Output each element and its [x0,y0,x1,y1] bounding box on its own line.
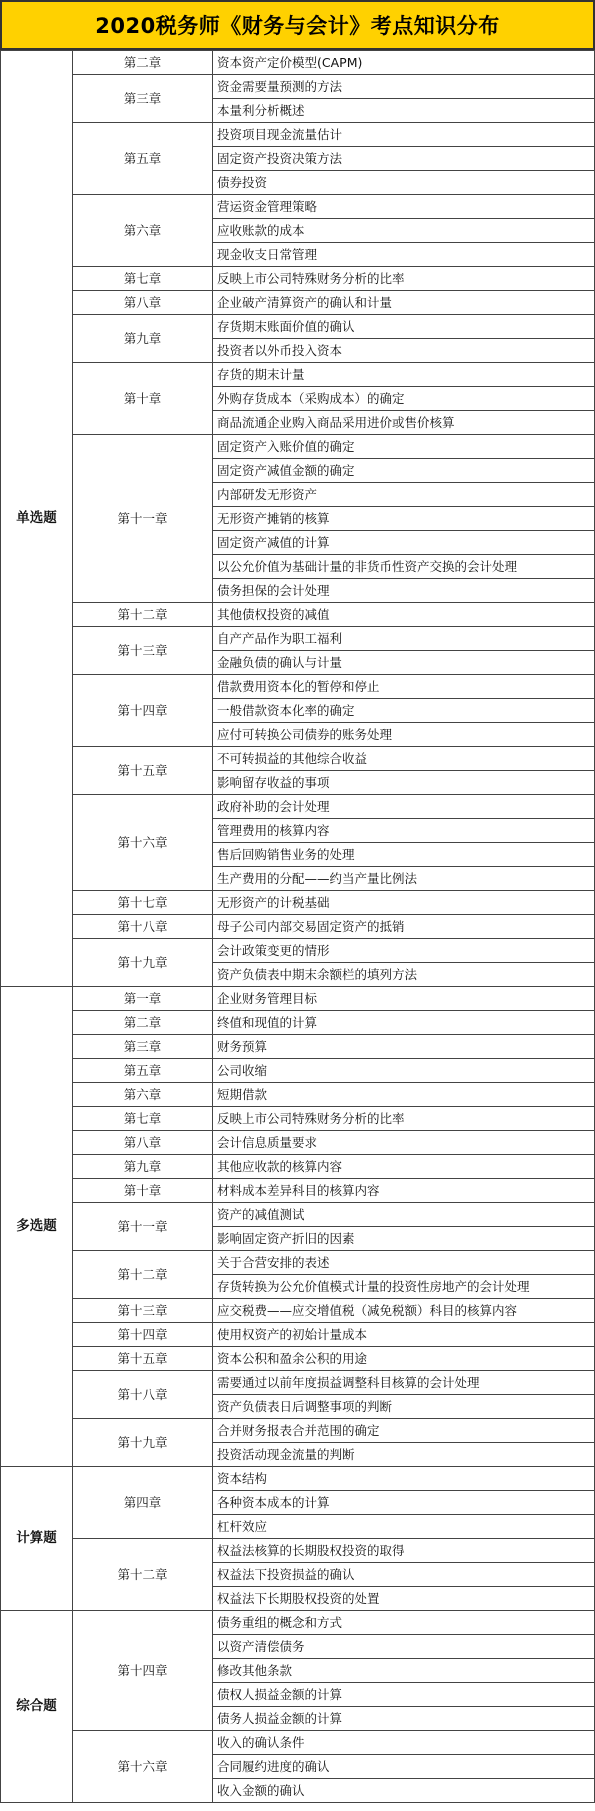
table-row [1,603,595,627]
knowledge-point-cell: 生产费用的分配——约当产量比例法 [213,867,595,891]
knowledge-point-cell: 应付可转换公司债券的账务处理 [213,723,595,747]
chapter-cell: 第十一章 [73,1203,213,1251]
knowledge-point-cell: 会计政策变更的情形 [213,939,595,963]
knowledge-point-cell: 企业财务管理目标 [213,987,595,1011]
knowledge-point-cell: 其他应收款的核算内容 [213,1155,595,1179]
knowledge-point-cell: 各种资本成本的计算 [213,1491,595,1515]
knowledge-point-cell: 固定资产入账价值的确定 [213,435,595,459]
knowledge-point-cell: 应收账款的成本 [213,219,595,243]
question-type-cell: 单选题 [1,51,73,987]
knowledge-point-cell: 债券投资 [213,171,595,195]
chapter-cell: 第四章 [73,1467,213,1539]
chapter-cell: 第十三章 [73,1299,213,1323]
table-row [1,1131,595,1155]
table-row [1,1467,595,1491]
knowledge-point-cell: 管理费用的核算内容 [213,819,595,843]
question-type-cell: 多选题 [1,987,73,1467]
knowledge-point-cell: 商品流通企业购入商品采用进价或售价核算 [213,411,595,435]
chapter-cell: 第二章 [73,1011,213,1035]
knowledge-point-cell: 会计信息质量要求 [213,1131,595,1155]
knowledge-point-cell: 自产产品作为职工福利 [213,627,595,651]
knowledge-point-cell: 固定资产减值的计算 [213,531,595,555]
table-row [1,675,595,699]
knowledge-point-cell: 杠杆效应 [213,1515,595,1539]
knowledge-point-cell: 债务人损益金额的计算 [213,1707,595,1731]
knowledge-point-cell: 资产负债表中期末余额栏的填列方法 [213,963,595,987]
knowledge-point-cell: 固定资产投资决策方法 [213,147,595,171]
table-row [1,627,595,651]
knowledge-point-cell: 反映上市公司特殊财务分析的比率 [213,1107,595,1131]
knowledge-point-cell: 资产负债表日后调整事项的判断 [213,1395,595,1419]
table-row [1,75,595,99]
chapter-cell: 第十六章 [73,1731,213,1803]
knowledge-point-cell: 借款费用资本化的暂停和停止 [213,675,595,699]
knowledge-point-cell: 反映上市公司特殊财务分析的比率 [213,267,595,291]
knowledge-point-cell: 企业破产清算资产的确认和计量 [213,291,595,315]
knowledge-point-cell: 售后回购销售业务的处理 [213,843,595,867]
knowledge-point-cell: 影响留存收益的事项 [213,771,595,795]
table-row [1,435,595,459]
knowledge-point-cell: 合同履约进度的确认 [213,1755,595,1779]
table-row [1,1539,595,1563]
knowledge-point-cell: 收入的确认条件 [213,1731,595,1755]
knowledge-point-cell: 合并财务报表合并范围的确定 [213,1419,595,1443]
chapter-cell: 第九章 [73,1155,213,1179]
table-row [1,1323,595,1347]
knowledge-table [0,50,595,1803]
table-row [1,1059,595,1083]
knowledge-point-cell: 外购存货成本（采购成本）的确定 [213,387,595,411]
knowledge-point-cell: 固定资产减值金额的确定 [213,459,595,483]
table-row [1,1251,595,1275]
table-row [1,1419,595,1443]
table-row [1,1083,595,1107]
table-row [1,1035,595,1059]
knowledge-point-cell: 无形资产的计税基础 [213,891,595,915]
table-row [1,195,595,219]
chapter-cell: 第一章 [73,987,213,1011]
knowledge-point-cell: 应交税费——应交增值税（减免税额）科目的核算内容 [213,1299,595,1323]
knowledge-point-cell: 权益法下长期股权投资的处置 [213,1587,595,1611]
chapter-cell: 第六章 [73,1083,213,1107]
chapter-cell: 第八章 [73,291,213,315]
knowledge-point-cell: 资本资产定价模型(CAPM) [213,51,595,75]
knowledge-point-cell: 使用权资产的初始计量成本 [213,1323,595,1347]
chapter-cell: 第十五章 [73,747,213,795]
knowledge-point-cell: 一般借款资本化率的确定 [213,699,595,723]
table-row [1,123,595,147]
table-row [1,1203,595,1227]
chapter-cell: 第三章 [73,1035,213,1059]
table-row [1,1731,595,1755]
table-row [1,795,595,819]
knowledge-point-cell: 需要通过以前年度损益调整科目核算的会计处理 [213,1371,595,1395]
knowledge-point-cell: 终值和现值的计算 [213,1011,595,1035]
knowledge-point-cell: 公司收缩 [213,1059,595,1083]
table-row [1,291,595,315]
page-title: 2020税务师《财务与会计》考点知识分布 [0,0,595,50]
table-row [1,1299,595,1323]
knowledge-point-cell: 本量利分析概述 [213,99,595,123]
chapter-cell: 第三章 [73,75,213,123]
question-type-cell: 计算题 [1,1467,73,1611]
chapter-cell: 第十九章 [73,939,213,987]
table-row [1,1011,595,1035]
knowledge-point-cell: 政府补助的会计处理 [213,795,595,819]
table-body [1,51,595,1803]
table-row [1,1155,595,1179]
knowledge-point-cell: 债务重组的概念和方式 [213,1611,595,1635]
table-row [1,267,595,291]
knowledge-point-cell: 权益法核算的长期股权投资的取得 [213,1539,595,1563]
knowledge-point-cell: 无形资产摊销的核算 [213,507,595,531]
chapter-cell: 第十八章 [73,915,213,939]
knowledge-point-cell: 资本公积和盈余公积的用途 [213,1347,595,1371]
table-row [1,363,595,387]
knowledge-point-cell: 存货期末账面价值的确认 [213,315,595,339]
chapter-cell: 第十八章 [73,1371,213,1419]
knowledge-point-cell: 修改其他条款 [213,1659,595,1683]
knowledge-point-cell: 债权人损益金额的计算 [213,1683,595,1707]
chapter-cell: 第十九章 [73,1419,213,1467]
table-row [1,1611,595,1635]
knowledge-point-cell: 资本结构 [213,1467,595,1491]
knowledge-point-cell: 存货的期末计量 [213,363,595,387]
knowledge-point-cell: 关于合营安排的表述 [213,1251,595,1275]
table-row [1,1107,595,1131]
knowledge-point-cell: 内部研发无形资产 [213,483,595,507]
knowledge-point-cell: 不可转损益的其他综合收益 [213,747,595,771]
table-row [1,1179,595,1203]
knowledge-point-cell: 其他债权投资的减值 [213,603,595,627]
table-row [1,915,595,939]
question-type-cell: 综合题 [1,1611,73,1803]
knowledge-point-cell: 影响固定资产折旧的因素 [213,1227,595,1251]
chapter-cell: 第十四章 [73,1611,213,1731]
knowledge-point-cell: 投资项目现金流量估计 [213,123,595,147]
chapter-cell: 第十五章 [73,1347,213,1371]
chapter-cell: 第十四章 [73,1323,213,1347]
table-row [1,987,595,1011]
chapter-cell: 第八章 [73,1131,213,1155]
knowledge-point-cell: 财务预算 [213,1035,595,1059]
chapter-cell: 第十二章 [73,603,213,627]
chapter-cell: 第十二章 [73,1251,213,1299]
table-row [1,315,595,339]
table-row [1,939,595,963]
knowledge-point-cell: 资金需要量预测的方法 [213,75,595,99]
knowledge-point-cell: 现金收支日常管理 [213,243,595,267]
table-row [1,891,595,915]
chapter-cell: 第七章 [73,1107,213,1131]
chapter-cell: 第五章 [73,123,213,195]
table-row [1,1347,595,1371]
table-row [1,747,595,771]
knowledge-point-cell: 以公允价值为基础计量的非货币性资产交换的会计处理 [213,555,595,579]
knowledge-point-cell: 资产的减值测试 [213,1203,595,1227]
knowledge-point-cell: 以资产清偿债务 [213,1635,595,1659]
table-row [1,51,595,75]
knowledge-point-cell: 母子公司内部交易固定资产的抵销 [213,915,595,939]
knowledge-point-cell: 权益法下投资损益的确认 [213,1563,595,1587]
chapter-cell: 第九章 [73,315,213,363]
knowledge-point-cell: 短期借款 [213,1083,595,1107]
chapter-cell: 第十三章 [73,627,213,675]
chapter-cell: 第二章 [73,51,213,75]
chapter-cell: 第十四章 [73,675,213,747]
knowledge-point-cell: 投资活动现金流量的判断 [213,1443,595,1467]
knowledge-point-cell: 存货转换为公允价值模式计量的投资性房地产的会计处理 [213,1275,595,1299]
chapter-cell: 第十七章 [73,891,213,915]
chapter-cell: 第六章 [73,195,213,267]
knowledge-point-cell: 收入金额的确认 [213,1779,595,1803]
chapter-cell: 第十章 [73,363,213,435]
chapter-cell: 第五章 [73,1059,213,1083]
knowledge-point-cell: 投资者以外币投入资本 [213,339,595,363]
knowledge-point-cell: 营运资金管理策略 [213,195,595,219]
knowledge-point-cell: 债务担保的会计处理 [213,579,595,603]
chapter-cell: 第十一章 [73,435,213,603]
chapter-cell: 第十六章 [73,795,213,891]
chapter-cell: 第十二章 [73,1539,213,1611]
knowledge-point-cell: 金融负债的确认与计量 [213,651,595,675]
table-row [1,1371,595,1395]
chapter-cell: 第十章 [73,1179,213,1203]
chapter-cell: 第七章 [73,267,213,291]
knowledge-point-cell: 材料成本差异科目的核算内容 [213,1179,595,1203]
